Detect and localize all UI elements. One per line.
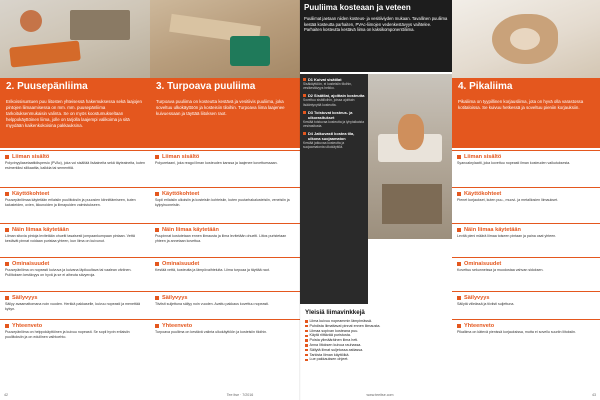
- durability-class-body: Kestää toistuvaa kosteutta ja lyhytaikaista vesirasitusta.: [303, 119, 365, 129]
- square-bullet-icon: [5, 192, 9, 196]
- info-block-title: Ominaisuudet: [162, 261, 200, 267]
- square-bullet-icon: [5, 228, 9, 232]
- durability-class-body: Kestää jatkuvaa kosteutta ja suojaamatonta ulkokäyttöä.: [303, 141, 345, 150]
- square-bullet-icon: [5, 262, 9, 266]
- info-block-body: Säilytä viileässä ja tiiviisti suljettuna.: [457, 302, 515, 306]
- info-block-body: Polyvinyyliasetaattidispersio (PVAc), joka voi sisältää lisäaineita sekä täyteaineita, kuten esimerkiksi silikaattia, kalkkia tai sementtiä.: [5, 161, 145, 170]
- durability-class-title: D1 Kuivat sisätilat: [308, 77, 342, 82]
- info-block: [150, 187, 300, 223]
- square-bullet-icon: [155, 262, 159, 266]
- info-block-title: Säilyvyys: [12, 295, 38, 301]
- info-block-title: Ominaisuudet: [464, 261, 502, 267]
- info-block: [150, 291, 300, 319]
- info-block-title: Ominaisuudet: [12, 261, 50, 267]
- square-bullet-icon: [457, 296, 461, 300]
- column-turpoava-puuliima: [150, 150, 300, 355]
- general-tip-text: Säilytä liimat suljetussa astiassa.: [309, 347, 364, 352]
- square-bullet-icon: [155, 228, 159, 232]
- square-bullet-icon: [303, 94, 306, 97]
- square-bullet-icon: [155, 296, 159, 300]
- durability-class-title: D4 Jatkuvasti kostea tila, ulkona suojaamaton: [308, 131, 355, 142]
- bullet-icon: [305, 354, 308, 357]
- info-block-body: Puusepänliima on nopeasti kuivuva ja kuivana läpikuultava tai vaalean väriinen. Puliitoksen kestävyys on hyvä ja se ei aiheuta sävyeroja.: [5, 268, 132, 277]
- footer-site: www.teeitse.com: [366, 393, 394, 397]
- durability-classes-box: [300, 74, 368, 304]
- moisture-intro: Puuliimat jaetaan niiden kosteus- ja vesitiiviyden mukaan. Tavallinen puuliima kestää kosteutta parhaiten, PVAc-liimojen vedenkestävyys vaihtelee. Parhaiten kosteutta kestävä liima on kaksikomponenttiliima.: [304, 16, 448, 33]
- square-bullet-icon: [303, 111, 306, 114]
- durability-class-title: D2 Sisätilat, ajoittain kosteutta: [308, 93, 365, 99]
- info-block: [150, 319, 300, 355]
- info-block-body: Puusepänliimaa käytetään erilaisiin puuliitoksiin ja puuosien kiinnittämiseen, kuten kalusteiden, ovien, ikkunoiden ja liimapuiden valmistukseen.: [5, 198, 136, 207]
- info-block-body: Pienet korjaukset, kuten puu-, muovi- ja metalliosien liimaukset.: [457, 198, 559, 202]
- square-bullet-icon: [303, 78, 306, 81]
- general-tip-text: Käytä riittävää puristusta.: [309, 333, 351, 338]
- page-fold: [299, 0, 301, 400]
- info-block-title: Liiman sisältö: [162, 154, 200, 160]
- info-block: [452, 291, 600, 319]
- square-bullet-icon: [457, 155, 461, 159]
- durability-class: [303, 110, 365, 128]
- page-number-left: 42: [4, 393, 8, 397]
- info-block-body: Säilyy avaamattomana noin vuoden. Herkkä pakkaselle, kuivuu nopeasti ja menettää kykyn.: [5, 302, 141, 311]
- info-block: [452, 223, 600, 257]
- info-block: [0, 150, 150, 187]
- bullet-icon: [305, 330, 308, 333]
- info-block: [0, 223, 150, 257]
- durability-class: [303, 93, 365, 106]
- general-tip-item: [305, 357, 447, 362]
- info-block-body: Pikaliima on kätevä pienissä korjauksissa, mutta ei sovellu suuriin liitoksiin.: [457, 330, 577, 334]
- info-block: [0, 187, 150, 223]
- info-block-title: Käyttökohteet: [12, 191, 50, 197]
- durability-class-body: Sisäkäyttöön, ei kosteisiin tiloihin, vesikestävyys heikko.: [303, 82, 352, 91]
- section-header-pikaliima: 4. Pikaliima: [452, 78, 600, 96]
- info-block: [0, 257, 150, 291]
- info-block: [150, 150, 300, 187]
- bullet-icon: [305, 339, 308, 342]
- section-intro-pikaliima: Pikaliima on tyypillinen korjausliima, jota on hyvä olla varastossa kotitaloissa. Se kuivuu hetkessä ja soveltuu pieniin korjauksiin.: [452, 96, 600, 148]
- photo-wood-gluing: [150, 0, 300, 78]
- info-block: [0, 319, 150, 355]
- square-bullet-icon: [457, 192, 461, 196]
- square-bullet-icon: [155, 155, 159, 159]
- info-block: [150, 257, 300, 291]
- info-block-body: Syanoakrylaatti, joka kovettuu nopeasti ilman kosteuden vaikutuksesta.: [457, 161, 571, 165]
- photo-floor-gluing: [0, 0, 150, 78]
- general-tip-text: Puhdista liimattavat pinnat ennen liimausta.: [309, 323, 381, 328]
- info-block-title: Näin liimaa käytetään: [162, 227, 219, 233]
- section-intro-puusepanliima: Erikoissisuntuen puu liitosten yhteisessä hakemuksessa sekä laajojen pintojen liimaamisessa on mm. mm. puusepänliima tarkoituksenmukaisin valinta. Se on myös koostumukseltaan helppokäyttöinen liima, jolle on tarjolla laajempi valikoima ja sitä myydään kaikenkokoisina pakkauksina.: [0, 96, 150, 148]
- durability-class-title: D3 Toistuvat kosteus- ja ulkorasitukset: [308, 109, 353, 120]
- info-block-title: Yhteenveto: [12, 323, 43, 329]
- info-block-body: Turpoava puuliima on kestävä valinta ulkokäyttöön ja kosteisiin tiloihin.: [155, 330, 268, 334]
- photo-glue-spreading: [368, 74, 452, 239]
- info-block-title: Yhteenveto: [464, 323, 495, 329]
- square-bullet-icon: [457, 228, 461, 232]
- info-block-title: Näin liimaa käytetään: [12, 227, 69, 233]
- info-block-body: Polyuretaani, joka reagoi ilman kosteuden kanssa ja laajenee kovettuessaan.: [155, 161, 278, 165]
- info-block-body: Kovettuu sekunneissa ja muodostaa vahvan sidoksen.: [457, 268, 544, 272]
- info-block-title: Käyttökohteet: [162, 191, 200, 197]
- square-bullet-icon: [5, 296, 9, 300]
- square-bullet-icon: [155, 324, 159, 328]
- bullet-icon: [305, 335, 308, 338]
- info-block-body: Puusepänliima on helppokäyttöinen ja kuivuu nopeasti. Se sopii hyvin erilaisiin puuliitoksiin ja on edullinen vaihtoehto.: [5, 330, 130, 339]
- info-block-title: Liiman sisältö: [12, 154, 50, 160]
- info-block-title: Säilyvyys: [464, 295, 490, 301]
- bullet-icon: [305, 359, 308, 362]
- info-block-title: Liiman sisältö: [464, 154, 502, 160]
- info-block-title: Säilyvyys: [162, 295, 188, 301]
- durability-class: [303, 131, 365, 149]
- info-block-body: Kestää vettä, kosteutta ja lämpövaihteluita. Liima turpoaa ja täyttää raot.: [155, 268, 270, 272]
- general-tip-text: Liima kuivuu nopeammin lämpimässä.: [309, 319, 373, 323]
- moisture-title: Puuliima kosteaan ja veteen: [304, 3, 411, 12]
- square-bullet-icon: [5, 324, 9, 328]
- square-bullet-icon: [457, 262, 461, 266]
- section-header-turpoava-puuliima: 3. Turpoava puuliima: [150, 78, 300, 96]
- general-tip-text: Anna liitoksen kuivua rauhassa.: [309, 342, 362, 347]
- info-block-title: Käyttökohteet: [464, 191, 502, 197]
- bullet-icon: [305, 344, 308, 347]
- info-block-body: Liiman sitovia pintoja levitetään ohuelti tasaisesti jompaankumpaan pintaan. Vettä kestävät pinnat voidaan puristaa yhteen, kun liima on kuivunut.: [5, 234, 135, 243]
- square-bullet-icon: [457, 324, 461, 328]
- general-tip-text: Lue pakkauksen ohjeet.: [309, 357, 349, 362]
- info-block: [452, 187, 600, 223]
- info-block: [452, 257, 600, 291]
- info-block-body: Tiiviisti suljettuna säilyy noin vuoden. Avattu pakkaus kovettuu nopeasti.: [155, 302, 270, 306]
- info-block-title: Yhteenveto: [162, 323, 193, 329]
- bullet-icon: [305, 320, 308, 323]
- bullet-icon: [305, 349, 308, 352]
- column-puusepanliima: [0, 150, 150, 355]
- info-block-body: Sopii erilaisiin ulkoisiin ja kosteisiin kohteisiin, kuten puutarhakalusteisiin, veneisiin ja kylpyhuoneisiin.: [155, 198, 290, 207]
- square-bullet-icon: [5, 155, 9, 159]
- general-tips-title: Yleisiä liimavinkkejä: [305, 309, 365, 316]
- info-block-title: Näin liimaa käytetään: [464, 227, 521, 233]
- section-intro-turpoava-puuliima: Turpoava puuliima on kosteutta kestävä ja vesitiivis puuliima, joka soveltuu ulkokäyttöön ja kosteisiin tiloihin. Turpoava liima laajenee kuivuessaan ja täyttää liitoksen raot.: [150, 96, 300, 148]
- page-number-right: 43: [592, 393, 596, 397]
- square-bullet-icon: [155, 192, 159, 196]
- info-block: [150, 223, 300, 257]
- photo-decorative-wood-figure: [452, 0, 600, 78]
- column-pikaliima: [452, 150, 600, 355]
- bullet-icon: [305, 325, 308, 328]
- durability-class: [303, 77, 365, 90]
- general-tips: [300, 306, 452, 390]
- square-bullet-icon: [303, 132, 306, 135]
- section-header-puusepanliima: 2. Puusepänliima: [0, 78, 150, 96]
- general-tip-text: Liimaa sopivan kosteana puu.: [309, 328, 359, 333]
- info-block: [452, 319, 600, 355]
- footer-issue: Tee itse · 7/2016: [226, 393, 254, 397]
- durability-class-body: Soveltuu sisätiloihin, joissa ajoittain lisääntynyttä kosteutta.: [303, 98, 355, 107]
- info-block: [452, 150, 600, 187]
- info-block: [0, 291, 150, 319]
- general-tip-text: Poista ylimääräinen liima heti.: [309, 338, 359, 343]
- info-block-body: Levitä pieni määrä liimaa toiseen pintaan ja paina osat yhteen.: [457, 234, 557, 238]
- info-block-body: Puupinnat kostutetaan ennen liimausta ja liima levitetään ohuelti. Liitos puristetaan yhteen ja annetaan kovettua.: [155, 234, 287, 243]
- general-tip-text: Tarkista liiman käyttöikä.: [309, 352, 350, 357]
